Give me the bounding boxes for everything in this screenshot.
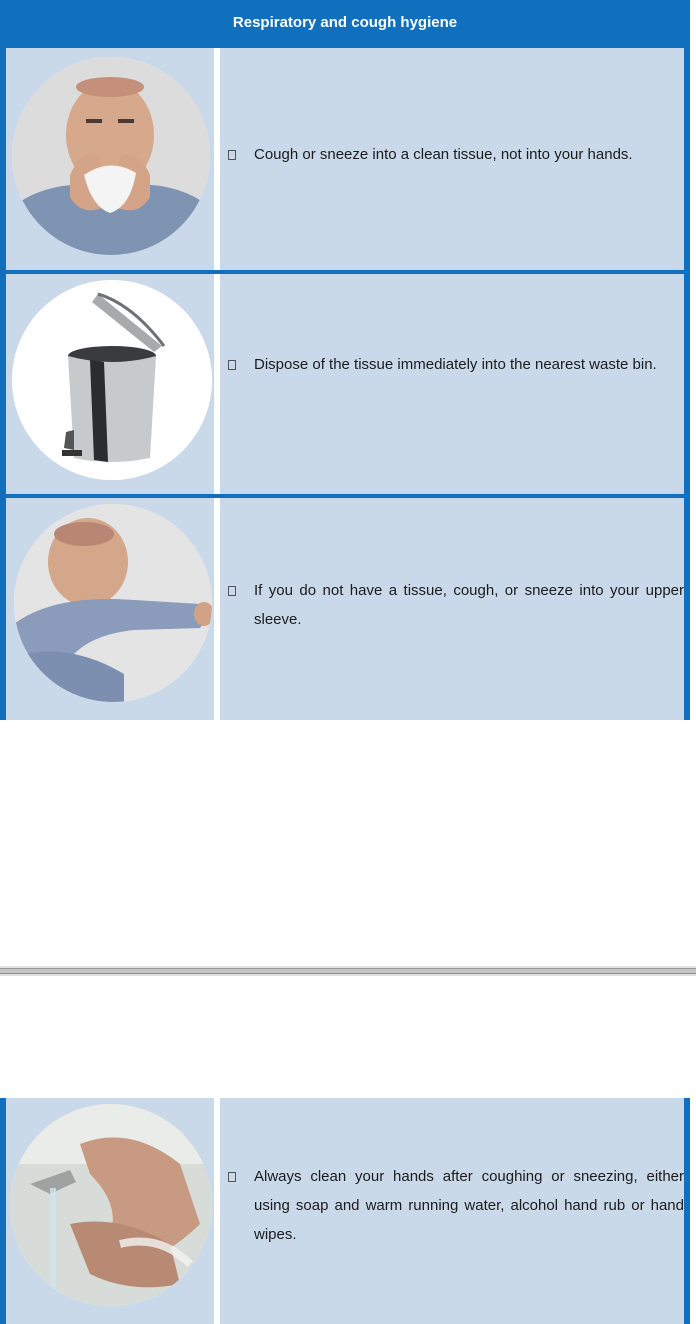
pedal-waste-bin-image	[12, 280, 212, 480]
table-row	[6, 274, 684, 494]
bullet-icon	[228, 360, 236, 370]
hygiene-table	[0, 44, 690, 720]
text-cell	[220, 1098, 684, 1324]
table-row	[6, 48, 684, 270]
text-cell	[220, 498, 684, 720]
text-cell	[220, 274, 684, 494]
bullet-icon	[228, 586, 236, 596]
text-cell	[220, 48, 684, 270]
bullet-icon	[228, 150, 236, 160]
instruction-text: Always clean your hands after coughing or sneezing, either using soap and warm running water, alcohol hand rub or hand wipes.	[254, 1168, 684, 1243]
instruction-text: If you do not have a tissue, cough, or sneeze into your upper sleeve.	[254, 582, 684, 628]
image-cell	[6, 1098, 214, 1324]
person-coughing-into-sleeve-image	[14, 504, 212, 702]
image-cell	[6, 274, 214, 494]
table-header	[0, 0, 690, 44]
image-cell	[6, 498, 214, 720]
page-title: Respiratory and cough hygiene	[232, 13, 458, 31]
person-sneezing-into-tissue-image	[12, 57, 210, 255]
page-divider	[0, 966, 696, 976]
table-row	[6, 1098, 684, 1324]
instruction-text: Cough or sneeze into a clean tissue, not into your hands.	[254, 146, 633, 163]
table-row	[6, 498, 684, 720]
image-cell	[6, 48, 214, 270]
bullet-icon	[228, 1172, 236, 1182]
instruction-text: Dispose of the tissue immediately into the nearest waste bin.	[254, 356, 657, 373]
hygiene-table-continued	[0, 1098, 690, 1324]
hands-washing-under-tap-image	[10, 1104, 212, 1306]
